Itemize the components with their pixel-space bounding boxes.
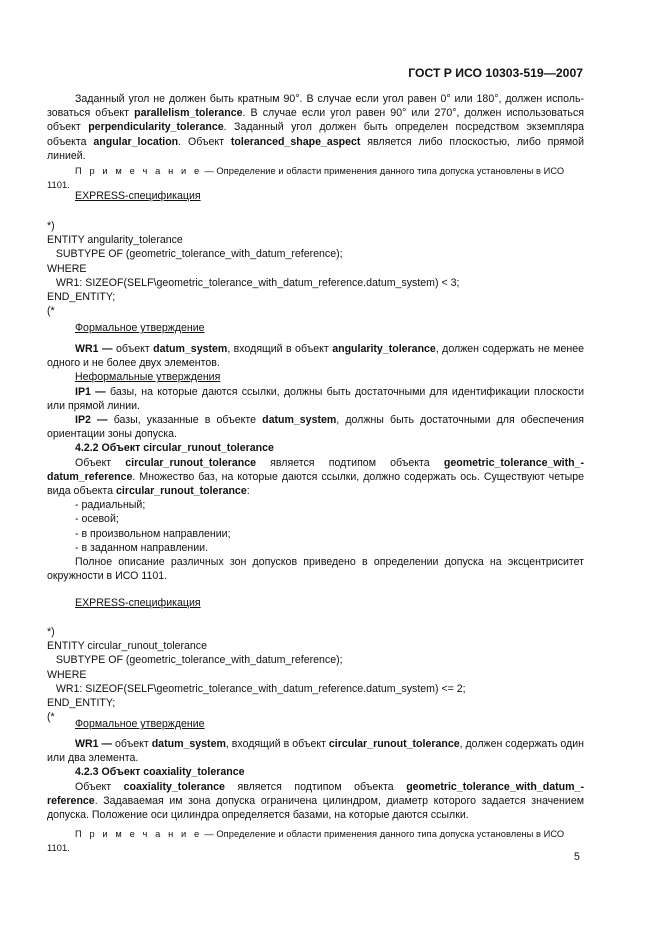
intro-text-5: является либо плоскостью, либо прямой линией. — [47, 135, 584, 162]
intro-bold-2: perpendicularity_tolerance — [88, 121, 224, 134]
note-1-label: П р и м е ч а н и е — [75, 166, 202, 176]
list-item: - радиальный; — [75, 499, 146, 512]
intro-bold-4: toleranced_shape_aspect — [230, 135, 361, 148]
express-code-1 — [47, 219, 584, 318]
intro-text-4: . Объект — [178, 135, 231, 148]
note-2-label: П р и м е ч а н и е — [75, 829, 202, 839]
intro-text-3: . Заданный угол должен быть определен посредством экземпляра объекта — [47, 121, 584, 148]
document-id-header: ГОСТ Р ИСО 10303-519—2007 — [408, 66, 583, 80]
formal-1-bold-2: angularity_tolerance — [332, 343, 436, 355]
list-item: - осевой; — [75, 513, 119, 526]
formal-rule-2 — [47, 737, 584, 822]
informal-heading: Неформальные утверждения — [75, 371, 221, 384]
express-code-2 — [47, 625, 584, 724]
express-1-heading: EXPRESS-спецификация — [75, 190, 201, 202]
formal-1-text-3: , должен содержать не менее одного и не более двух элементов. — [47, 343, 584, 370]
intro-bold-3: angular_location — [93, 135, 179, 148]
ip2-text-2: , должны быть достаточными для обеспечения ориентации зоны допуска. — [47, 414, 584, 441]
sec422-bold-2: geometric_tolerance_with_-datum_reference — [47, 456, 584, 483]
formal-2-bold-2: circular_runout_tolerance — [328, 738, 460, 750]
code-line: WHERE — [47, 262, 87, 275]
code-line: *) — [47, 220, 55, 232]
code-line: ENTITY angularity_tolerance — [47, 234, 183, 247]
express-heading-1 — [47, 189, 584, 203]
note-1-text: — Определение и области применения данного типа допуска установлены в ИСО 1101. — [47, 166, 565, 191]
ip2-bold-1: datum_system — [262, 414, 337, 427]
ip2-text-1: базы, указанные в объекте — [107, 414, 263, 427]
list-item: - в заданном направлении. — [75, 541, 209, 554]
sec423-bold-1: coaxiality_tolerance — [123, 780, 225, 793]
code-line: WHERE — [47, 668, 87, 681]
formal-1-bold-1: datum_system — [153, 343, 228, 355]
express-heading-2 — [47, 596, 584, 610]
formal-heading-1 — [47, 321, 584, 335]
express-2-heading: EXPRESS-спецификация — [75, 597, 201, 609]
code-line: END_ENTITY; — [47, 697, 116, 710]
code-line: *) — [47, 626, 55, 638]
code-line: ENTITY circular_runout_tolerance — [47, 640, 207, 653]
intro-text-2: . В случае если угол равен 90° или 270°, должен использоваться объект — [47, 107, 584, 134]
formal-1-text-1: объект — [112, 343, 154, 355]
sec422-text-4: : — [246, 485, 250, 498]
formal-1-text-2: , входящий в объект — [227, 343, 333, 355]
list-item: - в произвольном направлении; — [75, 527, 231, 540]
formal-2-bold-1: datum_system — [151, 738, 226, 750]
code-line: (* — [47, 305, 55, 318]
formal-heading-2 — [47, 717, 584, 731]
intro-paragraph — [47, 92, 584, 163]
note-2-text: — Определение и области применения данного типа допуска установлены в ИСО 1101. — [47, 829, 565, 854]
formal-2-text-2: , входящий в объект — [225, 738, 329, 750]
sec422-bold-3: circular_runout_tolerance — [116, 485, 247, 498]
sec423-bold-2: geometric_tolerance_with_datum_-reference — [47, 780, 584, 807]
wr1-label: WR1 — — [75, 343, 113, 355]
page-number: 5 — [574, 851, 580, 863]
ip1-label: IP1 — — [75, 385, 106, 398]
sec422-text-2: является подтипом объекта — [255, 456, 444, 469]
ip2-label: IP2 — — [75, 414, 108, 427]
formal-2-text-1: объект — [112, 738, 152, 750]
sec422-closing: Полное описание различных зон допусков приведено в определении допуска на эксцентриситет окружности в ИСО 1101. — [47, 556, 584, 583]
code-line: SUBTYPE OF (geometric_tolerance_with_datum_reference); — [47, 654, 343, 667]
code-line: END_ENTITY; — [47, 291, 116, 304]
sec422-text-3: . Множество баз, на которые даются ссылки, должно содержать ось. Существуют четыре вида объекта — [47, 470, 584, 498]
code-line: (* — [47, 711, 55, 724]
formal-2-heading: Формальное утверждение — [75, 718, 205, 730]
note-2 — [47, 827, 584, 855]
sec422-text-1: Объект — [75, 456, 126, 469]
ip1-text: базы, на которые даются ссылки, должны быть достаточными для идентификации плоскости или прямой линии. — [47, 385, 584, 412]
formal-2-text-3: , должен содержать один или два элемента. — [47, 738, 584, 765]
formal-rule-1 — [47, 342, 584, 583]
intro-text-1: Заданный угол не должен быть кратным 90°. В случае если угол равен 0° или 180°, должен использоваться объект — [47, 93, 584, 120]
sec423-text-3: . Задаваемая им зона допуска ограничена цилиндром, диаметр которого задается значением допуска. Положение оси цилиндра определяется базами, на которые даются ссылки. — [47, 794, 584, 822]
sec423-text-2: является подтипом объекта — [224, 780, 407, 793]
code-line: SUBTYPE OF (geometric_tolerance_with_datum_reference); — [47, 248, 343, 261]
sec423-text-1: Объект — [75, 780, 124, 793]
sec422-bold-1: circular_runout_tolerance — [125, 456, 256, 469]
formal-1-heading: Формальное утверждение — [75, 322, 205, 334]
code-line: WR1: SIZEOF(SELF\geometric_tolerance_with_datum_reference.datum_system) < 3; — [47, 276, 460, 289]
code-line: WR1: SIZEOF(SELF\geometric_tolerance_with_datum_reference.datum_system) <= 2; — [47, 682, 466, 695]
wr1-label: WR1 — — [75, 738, 113, 750]
section-4-2-3-heading: 4.2.3 Объект coaxiality_tolerance — [75, 766, 245, 779]
section-4-2-2-heading: 4.2.2 Объект circular_runout_tolerance — [75, 442, 274, 455]
intro-bold-1: parallelism_tolerance — [134, 107, 243, 120]
